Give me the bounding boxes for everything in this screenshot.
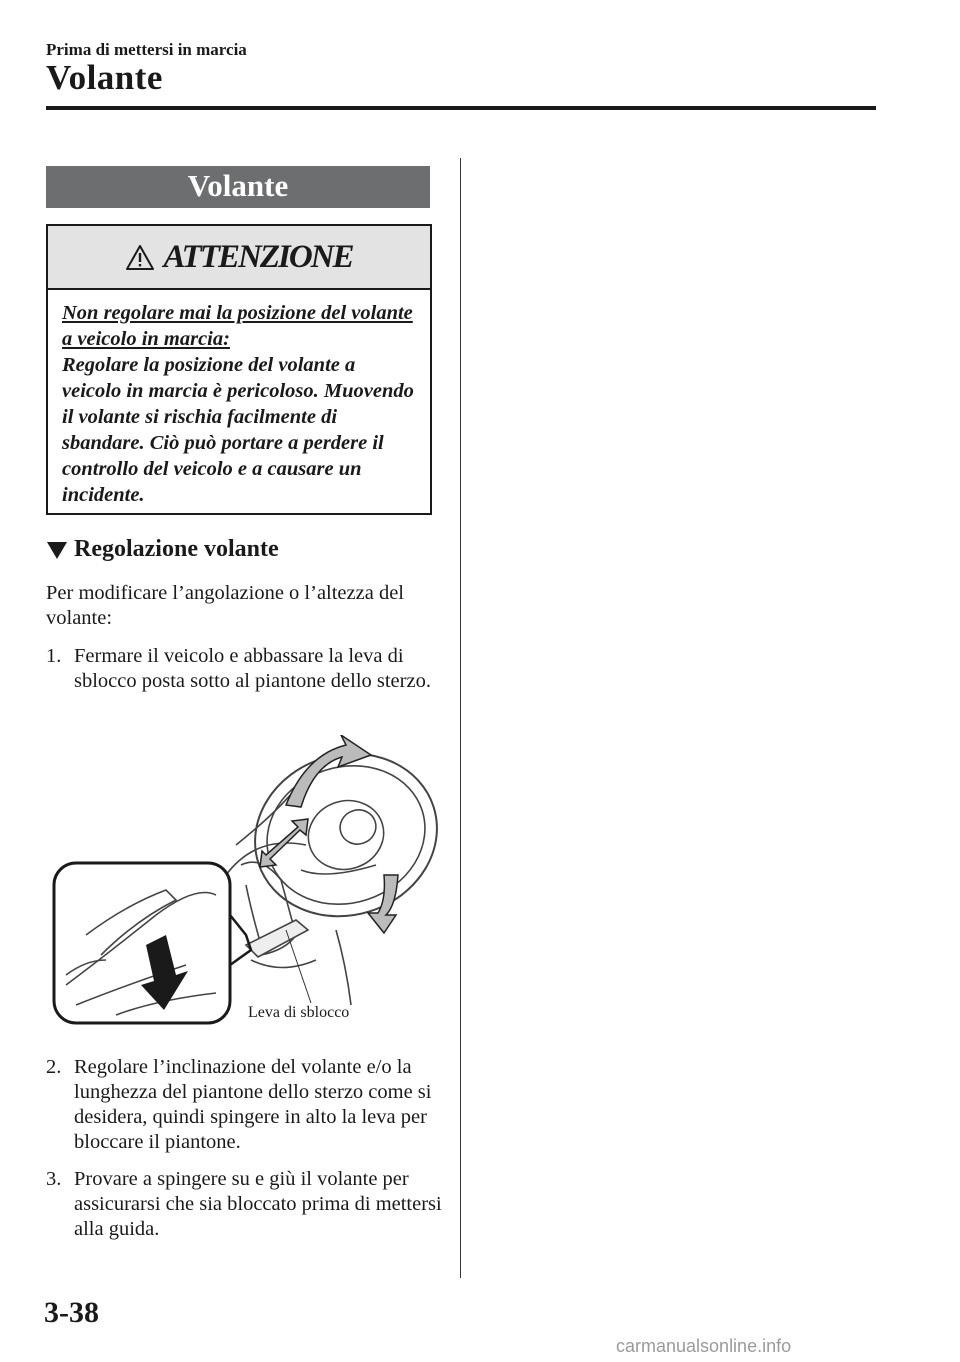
section-title: Volante	[46, 166, 430, 208]
step-number: 1.	[46, 645, 62, 667]
step-number: 2.	[46, 1056, 62, 1078]
warning-header	[48, 226, 430, 290]
watermark: carmanualsonline.info	[616, 1336, 792, 1356]
page-number: 3-38	[44, 1296, 99, 1329]
step-number: 3.	[46, 1168, 62, 1190]
heading-rule	[46, 106, 876, 110]
step-text: Provare a spingere su e giù il volante per assicurarsi che sia bloccato prima di mettersi alla guida.	[74, 1168, 442, 1240]
figure-label: Leva di sblocco	[248, 1004, 350, 1021]
step-text: Regolare l’inclinazione del volante e/o la lunghezza del piantone dello sterzo come si desidera, quindi spingere in alto la leva per bloccare il piantone.	[74, 1056, 432, 1153]
step-text: Fermare il veicolo e abbassare la leva di sblocco posta sotto al piantone dello sterzo.	[74, 645, 431, 692]
triangle-down-icon	[46, 540, 68, 560]
subsection-heading	[46, 536, 279, 563]
step-3	[46, 1167, 446, 1242]
warning-body: Regolare la posizione del volante a veicolo in marcia è pericoloso. Muovendo il volante si rischia facilmente di sbandare. Ciò può portare a perdere il controllo del veicolo e a causare un incidente.	[62, 354, 414, 506]
chapter-title: Prima di mettersi in marcia	[46, 40, 247, 59]
steering-wheel-illustration	[46, 735, 446, 1035]
page-title: Volante	[46, 58, 163, 97]
warning-triangle-icon	[125, 244, 155, 271]
step-2	[46, 1055, 446, 1155]
intro-paragraph: Per modificare l’angolazione o l’altezza del volante:	[46, 582, 404, 629]
step-1	[46, 644, 446, 694]
warning-title: ATTENZIONE	[163, 238, 353, 275]
subsection-title: Regolazione volante	[74, 536, 279, 562]
warning-text	[48, 290, 430, 508]
warning-box	[46, 224, 432, 515]
warning-lead: Non regolare mai la posizione del volante a veicolo in marcia:	[62, 302, 413, 350]
column-divider	[460, 158, 461, 1278]
